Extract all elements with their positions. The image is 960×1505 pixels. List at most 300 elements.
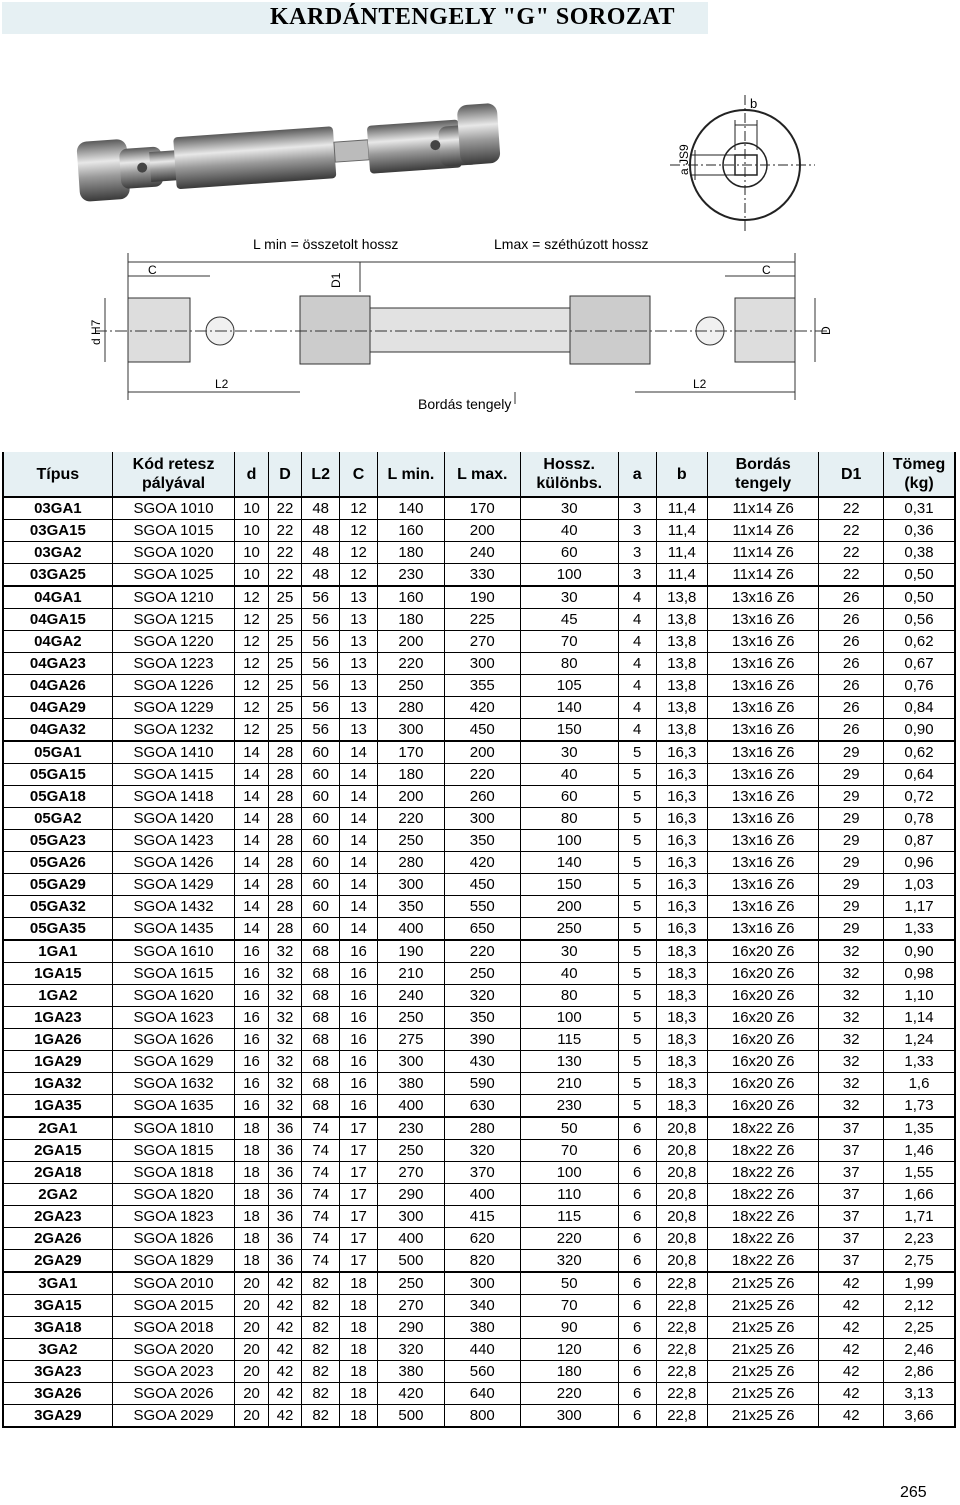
table-cell: SGOA 1615 <box>112 963 235 985</box>
table-cell: 0,67 <box>884 653 955 675</box>
table-row <box>3 564 955 587</box>
table-cell: 200 <box>378 786 445 808</box>
table-cell: SGOA 1215 <box>112 609 235 631</box>
page-title: KARDÁNTENGELY "G" SOROZAT <box>270 4 675 30</box>
table-cell: 13 <box>340 719 378 742</box>
caption-lmax: Lmax = széthúzott hossz <box>494 236 649 252</box>
table-cell: 2GA23 <box>3 1206 112 1228</box>
table-cell: 0,98 <box>884 963 955 985</box>
table-cell: 16,3 <box>656 874 707 896</box>
table-cell: 250 <box>378 1272 445 1295</box>
table-cell: 56 <box>302 586 340 609</box>
table-cell: 32 <box>268 1029 301 1051</box>
table-cell: 320 <box>444 1140 520 1162</box>
table-cell: 03GA2 <box>3 542 112 564</box>
table-cell: 13 <box>340 653 378 675</box>
table-cell: 26 <box>819 719 884 742</box>
table-cell: 68 <box>302 940 340 963</box>
table-cell: 28 <box>268 808 301 830</box>
table-cell: 50 <box>520 1117 618 1140</box>
table-cell: 13x16 Z6 <box>707 697 818 719</box>
table-cell: SGOA 1415 <box>112 764 235 786</box>
table-cell: 74 <box>302 1162 340 1184</box>
table-cell: 13x16 Z6 <box>707 830 818 852</box>
table-cell: 340 <box>444 1295 520 1317</box>
table-cell: 10 <box>235 564 268 587</box>
table-cell: 18,3 <box>656 940 707 963</box>
table-cell: 03GA25 <box>3 564 112 587</box>
table-cell: SGOA 1820 <box>112 1184 235 1206</box>
table-cell: 68 <box>302 1073 340 1095</box>
table-cell: 29 <box>819 808 884 830</box>
table-cell: 300 <box>378 874 445 896</box>
table-cell: 17 <box>340 1117 378 1140</box>
table-cell: 20,8 <box>656 1206 707 1228</box>
technical-drawing <box>0 40 960 450</box>
table-cell: 16x20 Z6 <box>707 1051 818 1073</box>
table-cell: 4 <box>618 697 656 719</box>
table-cell: 16,3 <box>656 741 707 764</box>
table-cell: 320 <box>378 1339 445 1361</box>
table-cell: 17 <box>340 1162 378 1184</box>
table-cell: 36 <box>268 1117 301 1140</box>
table-cell: 450 <box>444 719 520 742</box>
table-cell: 620 <box>444 1228 520 1250</box>
table-cell: SGOA 1423 <box>112 830 235 852</box>
table-row <box>3 1029 955 1051</box>
table-cell: 20,8 <box>656 1184 707 1206</box>
table-cell: 170 <box>378 741 445 764</box>
table-cell: SGOA 2015 <box>112 1295 235 1317</box>
table-cell: 0,50 <box>884 564 955 587</box>
table-cell: 200 <box>444 520 520 542</box>
table-cell: 0,50 <box>884 586 955 609</box>
table-cell: 300 <box>520 1405 618 1428</box>
table-cell: 2,86 <box>884 1361 955 1383</box>
table-cell: 60 <box>302 741 340 764</box>
table-cell: 26 <box>819 631 884 653</box>
table-cell: 68 <box>302 1029 340 1051</box>
table-cell: 22,8 <box>656 1272 707 1295</box>
table-cell: 16x20 Z6 <box>707 985 818 1007</box>
table-cell: 90 <box>520 1317 618 1339</box>
table-cell: 150 <box>520 719 618 742</box>
table-cell: 16 <box>340 940 378 963</box>
table-cell: 6 <box>618 1295 656 1317</box>
table-cell: 56 <box>302 653 340 675</box>
table-cell: 05GA35 <box>3 918 112 941</box>
table-cell: 32 <box>819 1073 884 1095</box>
table-cell: 1GA2 <box>3 985 112 1007</box>
table-cell: 60 <box>302 808 340 830</box>
table-cell: 0,64 <box>884 764 955 786</box>
table-cell: 13 <box>340 609 378 631</box>
table-cell: 120 <box>520 1339 618 1361</box>
table-cell: 560 <box>444 1361 520 1383</box>
table-cell: 22 <box>819 564 884 587</box>
table-cell: 10 <box>235 542 268 564</box>
table-cell: 70 <box>520 631 618 653</box>
table-cell: 18 <box>235 1228 268 1250</box>
table-cell: 630 <box>444 1095 520 1118</box>
table-cell: 18,3 <box>656 1029 707 1051</box>
table-row <box>3 631 955 653</box>
table-cell: 32 <box>819 1007 884 1029</box>
table-cell: 0,76 <box>884 675 955 697</box>
table-cell: 05GA23 <box>3 830 112 852</box>
column-header: L max. <box>444 452 520 497</box>
table-cell: 29 <box>819 741 884 764</box>
table-cell: 140 <box>520 697 618 719</box>
table-cell: 220 <box>378 808 445 830</box>
table-cell: 70 <box>520 1140 618 1162</box>
table-cell: 13 <box>340 697 378 719</box>
table-cell: 300 <box>378 1051 445 1073</box>
table-row <box>3 1361 955 1383</box>
column-header: d <box>235 452 268 497</box>
table-cell: 17 <box>340 1250 378 1273</box>
table-cell: 22 <box>268 497 301 520</box>
table-row <box>3 1184 955 1206</box>
table-cell: 14 <box>340 786 378 808</box>
table-cell: 270 <box>378 1162 445 1184</box>
table-row <box>3 764 955 786</box>
table-cell: 300 <box>444 1272 520 1295</box>
table-cell: 100 <box>520 1162 618 1184</box>
table-cell: SGOA 2029 <box>112 1405 235 1428</box>
table-cell: 5 <box>618 1029 656 1051</box>
table-cell: 20 <box>235 1339 268 1361</box>
table-cell: 110 <box>520 1184 618 1206</box>
table-cell: 42 <box>268 1339 301 1361</box>
column-header: Bordás tengely <box>707 452 818 497</box>
table-cell: 42 <box>268 1272 301 1295</box>
table-cell: 1GA29 <box>3 1051 112 1073</box>
table-cell: SGOA 1432 <box>112 896 235 918</box>
table-cell: 16 <box>235 940 268 963</box>
table-cell: 14 <box>340 741 378 764</box>
table-cell: SGOA 1229 <box>112 697 235 719</box>
table-cell: 13,8 <box>656 653 707 675</box>
table-cell: 36 <box>268 1228 301 1250</box>
table-cell: 12 <box>235 609 268 631</box>
table-cell: 82 <box>302 1361 340 1383</box>
table-cell: 5 <box>618 963 656 985</box>
table-cell: 1,33 <box>884 1051 955 1073</box>
table-cell: 220 <box>444 940 520 963</box>
table-row <box>3 1117 955 1140</box>
table-cell: 180 <box>520 1361 618 1383</box>
table-cell: 270 <box>378 1295 445 1317</box>
table-cell: 115 <box>520 1029 618 1051</box>
table-cell: 13x16 Z6 <box>707 586 818 609</box>
table-cell: 48 <box>302 542 340 564</box>
table-cell: 13,8 <box>656 586 707 609</box>
table-cell: 380 <box>378 1073 445 1095</box>
table-cell: SGOA 2020 <box>112 1339 235 1361</box>
table-cell: 13x16 Z6 <box>707 609 818 631</box>
table-cell: 82 <box>302 1317 340 1339</box>
dimension-drawing <box>95 253 830 404</box>
table-cell: 3,13 <box>884 1383 955 1405</box>
table-cell: 6 <box>618 1405 656 1428</box>
table-row <box>3 675 955 697</box>
table-cell: 16 <box>340 1007 378 1029</box>
table-cell: 14 <box>340 874 378 896</box>
table-cell: 270 <box>444 631 520 653</box>
table-cell: 17 <box>340 1184 378 1206</box>
table-cell: 0,90 <box>884 940 955 963</box>
table-cell: 13x16 Z6 <box>707 786 818 808</box>
table-cell: 6 <box>618 1162 656 1184</box>
table-cell: 14 <box>340 764 378 786</box>
table-cell: 25 <box>268 719 301 742</box>
table-cell: 22 <box>819 520 884 542</box>
dim-l2-right: L2 <box>693 377 707 391</box>
table-cell: 28 <box>268 852 301 874</box>
table-cell: 5 <box>618 741 656 764</box>
table-cell: 5 <box>618 896 656 918</box>
table-cell: 1,46 <box>884 1140 955 1162</box>
table-cell: 26 <box>819 586 884 609</box>
table-cell: 05GA32 <box>3 896 112 918</box>
table-cell: 0,87 <box>884 830 955 852</box>
table-cell: 250 <box>378 830 445 852</box>
table-cell: 22 <box>268 542 301 564</box>
table-cell: 74 <box>302 1228 340 1250</box>
table-cell: 100 <box>520 1007 618 1029</box>
table-cell: 0,78 <box>884 808 955 830</box>
table-cell: 26 <box>819 675 884 697</box>
table-cell: 13,8 <box>656 631 707 653</box>
table-cell: 18x22 Z6 <box>707 1228 818 1250</box>
table-cell: SGOA 1426 <box>112 852 235 874</box>
table-cell: 60 <box>302 764 340 786</box>
table-cell: 04GA15 <box>3 609 112 631</box>
table-cell: 25 <box>268 631 301 653</box>
table-cell: 28 <box>268 874 301 896</box>
table-cell: 1GA35 <box>3 1095 112 1118</box>
table-row <box>3 852 955 874</box>
column-header: a <box>618 452 656 497</box>
table-cell: 5 <box>618 1095 656 1118</box>
table-cell: 28 <box>268 918 301 941</box>
table-cell: 82 <box>302 1405 340 1428</box>
table-cell: 74 <box>302 1250 340 1273</box>
table-cell: 2,23 <box>884 1228 955 1250</box>
table-cell: 240 <box>444 542 520 564</box>
dim-l2-left: L2 <box>215 377 229 391</box>
table-cell: 1,17 <box>884 896 955 918</box>
table-cell: 20 <box>235 1405 268 1428</box>
table-cell: 14 <box>235 852 268 874</box>
table-cell: SGOA 1626 <box>112 1029 235 1051</box>
table-cell: SGOA 1620 <box>112 985 235 1007</box>
table-row <box>3 741 955 764</box>
table-cell: 04GA29 <box>3 697 112 719</box>
table-cell: 36 <box>268 1140 301 1162</box>
table-cell: 16 <box>235 963 268 985</box>
table-cell: 74 <box>302 1140 340 1162</box>
table-cell: 20 <box>235 1383 268 1405</box>
table-cell: 18 <box>235 1206 268 1228</box>
table-cell: 16,3 <box>656 830 707 852</box>
column-header: Típus <box>3 452 112 497</box>
table-cell: 48 <box>302 520 340 542</box>
table-row <box>3 1228 955 1250</box>
table-cell: 300 <box>444 653 520 675</box>
table-cell: 82 <box>302 1272 340 1295</box>
column-header: Hossz. különbs. <box>520 452 618 497</box>
table-cell: 18 <box>340 1361 378 1383</box>
table-cell: 3 <box>618 542 656 564</box>
table-cell: 13 <box>340 586 378 609</box>
table-cell: 25 <box>268 586 301 609</box>
table-cell: 21x25 Z6 <box>707 1339 818 1361</box>
table-cell: 17 <box>340 1228 378 1250</box>
table-row <box>3 1051 955 1073</box>
page-number: 265 <box>900 1484 927 1501</box>
table-row <box>3 940 955 963</box>
table-cell: SGOA 1610 <box>112 940 235 963</box>
table-cell: 16 <box>340 985 378 1007</box>
table-cell: 5 <box>618 985 656 1007</box>
table-cell: 1GA32 <box>3 1073 112 1095</box>
table-row <box>3 1339 955 1361</box>
table-cell: 03GA15 <box>3 520 112 542</box>
table-cell: 16 <box>235 1051 268 1073</box>
table-cell: 12 <box>235 631 268 653</box>
table-cell: 18 <box>235 1162 268 1184</box>
table-row <box>3 896 955 918</box>
table-cell: 1,99 <box>884 1272 955 1295</box>
table-cell: 2GA2 <box>3 1184 112 1206</box>
table-cell: 11x14 Z6 <box>707 497 818 520</box>
table-cell: 440 <box>444 1339 520 1361</box>
table-cell: 16x20 Z6 <box>707 1007 818 1029</box>
table-cell: 82 <box>302 1383 340 1405</box>
table-cell: 22,8 <box>656 1317 707 1339</box>
table-cell: SGOA 1420 <box>112 808 235 830</box>
table-cell: 28 <box>268 896 301 918</box>
table-cell: 11x14 Z6 <box>707 542 818 564</box>
table-cell: 36 <box>268 1162 301 1184</box>
table-cell: 12 <box>235 653 268 675</box>
table-cell: 550 <box>444 896 520 918</box>
table-cell: 370 <box>444 1162 520 1184</box>
table-cell: 25 <box>268 697 301 719</box>
table-cell: SGOA 1435 <box>112 918 235 941</box>
table-cell: 42 <box>819 1405 884 1428</box>
table-cell: 60 <box>520 542 618 564</box>
table-cell: SGOA 1020 <box>112 542 235 564</box>
table-cell: 42 <box>819 1317 884 1339</box>
table-cell: 56 <box>302 631 340 653</box>
table-cell: 30 <box>520 497 618 520</box>
table-cell: 2GA18 <box>3 1162 112 1184</box>
table-cell: 16 <box>340 963 378 985</box>
table-cell: 6 <box>618 1317 656 1339</box>
table-cell: 56 <box>302 675 340 697</box>
table-cell: 18x22 Z6 <box>707 1162 818 1184</box>
table-cell: 6 <box>618 1206 656 1228</box>
table-cell: 0,72 <box>884 786 955 808</box>
table-cell: 290 <box>378 1317 445 1339</box>
dim-D-label: D <box>819 326 833 335</box>
table-cell: 10 <box>235 520 268 542</box>
table-cell: 16x20 Z6 <box>707 1095 818 1118</box>
table-cell: 115 <box>520 1206 618 1228</box>
table-cell: 1,14 <box>884 1007 955 1029</box>
table-cell: 640 <box>444 1383 520 1405</box>
table-cell: 18 <box>340 1272 378 1295</box>
table-cell: 13,8 <box>656 697 707 719</box>
table-cell: 45 <box>520 609 618 631</box>
table-cell: 20,8 <box>656 1228 707 1250</box>
dim-b-label: b <box>750 96 758 111</box>
table-cell: 22 <box>819 542 884 564</box>
table-cell: 16,3 <box>656 852 707 874</box>
table-cell: 42 <box>819 1295 884 1317</box>
table-cell: 80 <box>520 808 618 830</box>
table-cell: SGOA 1025 <box>112 564 235 587</box>
table-cell: 04GA1 <box>3 586 112 609</box>
table-cell: 18,3 <box>656 1007 707 1029</box>
table-cell: 18 <box>340 1339 378 1361</box>
table-cell: 6 <box>618 1228 656 1250</box>
column-header: D1 <box>819 452 884 497</box>
table-cell: SGOA 1410 <box>112 741 235 764</box>
table-cell: 190 <box>444 586 520 609</box>
table-cell: 26 <box>819 609 884 631</box>
table-cell: 20 <box>235 1295 268 1317</box>
table-cell: 240 <box>378 985 445 1007</box>
table-cell: 68 <box>302 985 340 1007</box>
table-cell: 160 <box>378 586 445 609</box>
table-cell: 280 <box>378 697 445 719</box>
table-cell: 21x25 Z6 <box>707 1405 818 1428</box>
table-cell: 4 <box>618 631 656 653</box>
table-cell: 260 <box>444 786 520 808</box>
table-cell: 16x20 Z6 <box>707 940 818 963</box>
dim-dh7-label: d H7 <box>89 319 103 345</box>
table-cell: 05GA26 <box>3 852 112 874</box>
table-cell: 0,38 <box>884 542 955 564</box>
table-cell: 430 <box>444 1051 520 1073</box>
table-cell: 05GA1 <box>3 741 112 764</box>
table-cell: 37 <box>819 1162 884 1184</box>
table-cell: 14 <box>235 741 268 764</box>
table-cell: 32 <box>268 985 301 1007</box>
table-cell: 18x22 Z6 <box>707 1184 818 1206</box>
column-header: Tömeg (kg) <box>884 452 955 497</box>
table-cell: 1,55 <box>884 1162 955 1184</box>
table-cell: 74 <box>302 1117 340 1140</box>
table-cell: 16,3 <box>656 764 707 786</box>
table-cell: SGOA 1015 <box>112 520 235 542</box>
table-row <box>3 520 955 542</box>
table-cell: 400 <box>444 1184 520 1206</box>
table-cell: 16x20 Z6 <box>707 963 818 985</box>
table-cell: 140 <box>378 497 445 520</box>
table-cell: 32 <box>819 985 884 1007</box>
table-cell: 17 <box>340 1206 378 1228</box>
table-cell: 42 <box>819 1339 884 1361</box>
table-cell: 280 <box>378 852 445 874</box>
table-cell: 18,3 <box>656 1095 707 1118</box>
table-cell: 355 <box>444 675 520 697</box>
table-cell: 5 <box>618 1073 656 1095</box>
